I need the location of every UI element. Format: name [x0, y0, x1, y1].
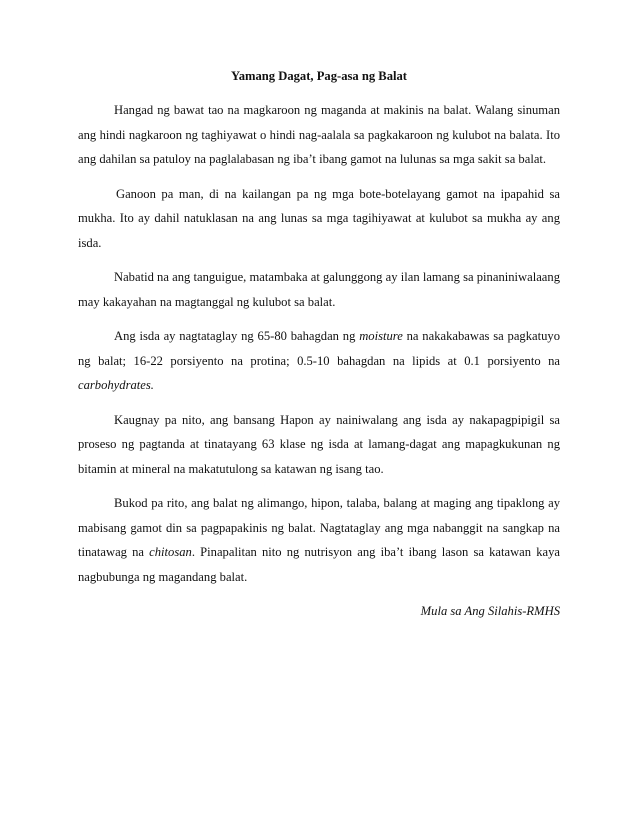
paragraph-6-text-2: . Pinapalitan nito ng nutrisyon ang iba’t ibang lason sa katawan kaya nagbubunga ng magandang balat. — [78, 545, 560, 584]
term-moisture: moisture — [359, 329, 403, 343]
paragraph-6-text-1: Bukod pa rito, ang balat ng alimango, hipon, talaba, balang at maging ang tipaklong ay mabisang gamot din sa pagpapakinis ng balat. Nagtataglay ang mga nabanggit na sangkap na tinatawag na — [78, 496, 560, 559]
paragraph-4-text-2: na nakakabawas sa pagkatuyo ng balat; 16-22 porsiyento na protina; 0.5-10 bahagdan na lipids at 0.1 porsiyento na — [78, 329, 561, 368]
paragraph-1: Hangad ng bawat tao na magkaroon ng maganda at makinis na balat. Walang sinuman ang hindi nagkaroon ng taghiyawat o hindi nag-aalala sa pagkakaroon ng kulubot na balata. Ito ang dahilan sa patuloy na paglalabasan ng iba’t ibang gamot na lulunas sa mga sakit sa balat. — [78, 103, 560, 166]
term-chitosan: chitosan — [149, 545, 192, 559]
document-title: Yamang Dagat, Pag-asa ng Balat — [231, 69, 407, 83]
paragraph-5: Kaugnay pa nito, ang bansang Hapon ay nainiwalang ang isda ay nakapagpipigil sa proseso ng pagtanda at tinatayang 63 klase ng isda at lamang-dagat ang mapagkukunan ng bitamin at mineral na makatutulong sa katawan ng isang tao. — [78, 412, 560, 476]
document-page — [78, 64, 560, 624]
source-citation: Mula sa Ang Silahis-RMHS — [420, 604, 560, 618]
paragraph-3: Nabatid na ang tanguigue, matambaka at galunggong ay ilan lamang sa pinaniniwalaang may kakayahan na magtanggal ng kulubot sa balat. — [78, 270, 560, 309]
paragraph-4-text-1: Ang isda ay nagtataglay ng 65-80 bahagdan ng — [114, 329, 360, 343]
term-carbohydrates: carbohydrates. — [78, 378, 154, 392]
paragraph-6 — [78, 491, 560, 589]
paragraph-2: Ganoon pa man, di na kailangan pa ng mga bote-botelayang gamot na ipapahid sa mukha. Ito ay dahil natuklasan na ang lunas sa mga tagihiyawat at kulubot sa mukha ay ang isda. — [78, 186, 560, 250]
paragraph-4 — [78, 324, 560, 398]
